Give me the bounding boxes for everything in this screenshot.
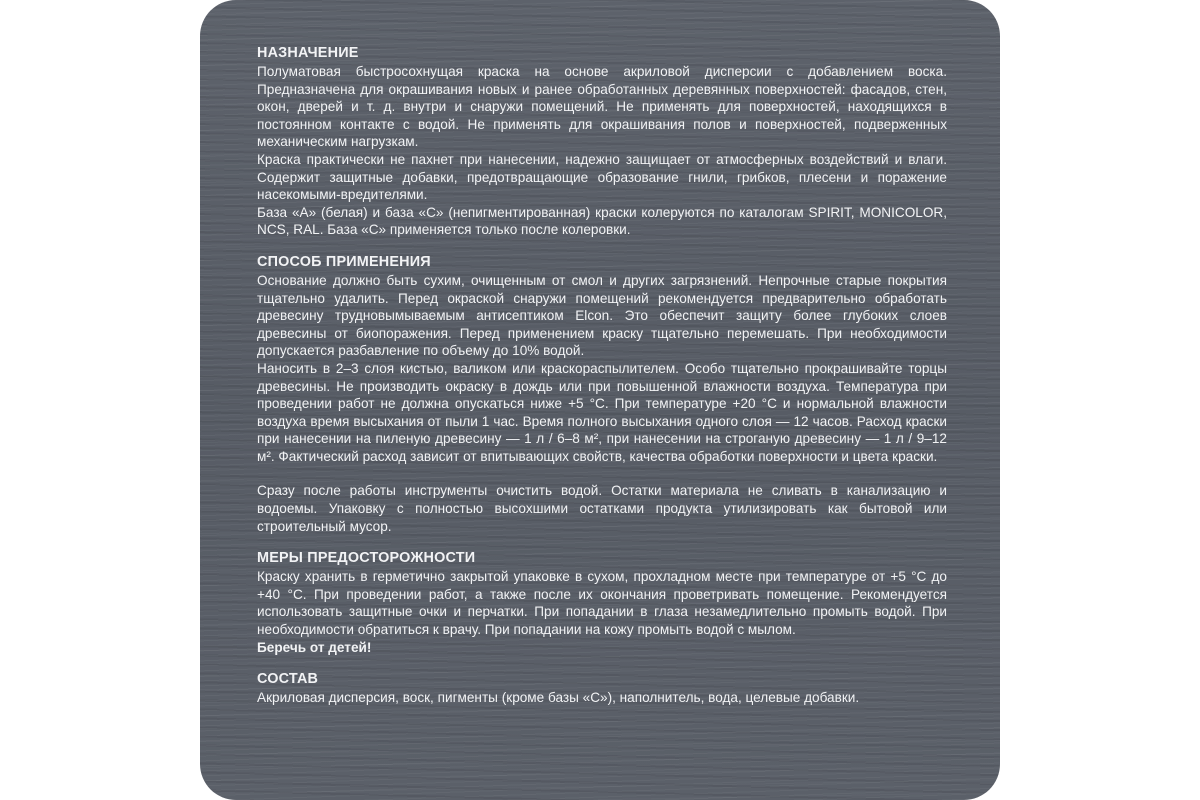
document-content (257, 44, 947, 721)
section-title-composition: СОСТАВ (257, 671, 319, 688)
section-composition (257, 670, 947, 707)
composition-paragraph-1: Акриловая дисперсия, воск, пигменты (кроме базы «С»), наполнитель, вода, целевые добавки. (257, 690, 860, 706)
section-title-purpose: НАЗНАЧЕНИЕ (257, 45, 359, 61)
text-panel (200, 0, 1000, 800)
section-application (257, 253, 947, 535)
purpose-paragraph-3: База «А» (белая) и база «С» (непигментированная) краски колеруются по каталогам SPIRIT, MONICOLOR, NCS, RAL. База «С» применяется только после колеровки. (257, 204, 947, 238)
section-title-precautions: МЕРЫ ПРЕДОСТОРОЖНОСТИ (257, 550, 476, 567)
purpose-paragraph-1: Полуматовая быстросохнущая краска на основе акриловой дисперсии с добавлением воска. Предназначена для окрашивания новых и ранее обработанных деревянных поверхностей: фасадов, стен, окон, дверей и т. д. внутри и снаружи помещений. Не применять для поверхностей, находящихся в постоянном контакте с водой. Не применять для окрашивания полов и поверхностей, подверженных механическим нагрузкам. (257, 64, 947, 150)
application-paragraph-1: Основание должно быть сухим, очищенным от смол и других загрязнений. Непрочные старые покрытия тщательно удалить. Перед окраской снаружи помещений рекомендуется предварительно обработать древесину трудновымываемым антисептиком Elcon. Это обеспечит защиту более глубоких слоев древесины от биопоражения. Перед применением краску тщательно перемешать. При необходимости допускается разбавление по объему до 10% водой. (257, 272, 947, 359)
precautions-paragraph-1: Краску хранить в герметично закрытой упаковке в сухом, прохладном месте при температуре от +5 °С до +40 °С. При проведении работ, а также после их окончания проветривать помещение. Рекомендуется использовать защитные очки и перчатки. При попадании в глаза незамедлительно промыть водой. При необходимости обратиться к врачу. При попадании на кожу промыть водой с мылом. (257, 569, 947, 638)
application-paragraph-3: Сразу после работы инструменты очистить водой. Остатки материала не сливать в канализацию и водоемы. Упаковку с полностью высохшими остатками продукта утилизировать как бытовой или строительный мусор. (257, 483, 947, 534)
section-purpose (257, 44, 947, 239)
purpose-paragraph-2: Краска практически не пахнет при нанесении, надежно защищает от атмосферных воздействий и влаги. Содержит защитные добавки, предотвращающие образование гнили, грибков, плесени и поражение насекомыми-вредителями. (257, 151, 947, 203)
precautions-warning: Беречь от детей! (257, 639, 372, 655)
application-paragraph-2: Наносить в 2–3 слоя кистью, валиком или краскораспылителем. Особо тщательно прокрашивайте торцы древесины. Не производить окраску в дождь или при повышенной влажности воздуха. Температура при проведении работ не должна опускаться ниже +5 °С. При температуре +20 °С и нормальной влажности воздуха время высыхания от пыли 1 час. Время полного высыхания одного слоя — 12 часов. Расход краски при нанесении на пиленую древесину — 1 л / 6–8 м², при нанесении на строганую древесину — 1 л / 9–12 м². Фактический расход зависит от впитывающих свойств, качества обработки поверхности и цвета краски. (257, 360, 947, 464)
section-title-application: СПОСОБ ПРИМЕНЕНИЯ (257, 253, 431, 270)
section-precautions (257, 549, 947, 656)
